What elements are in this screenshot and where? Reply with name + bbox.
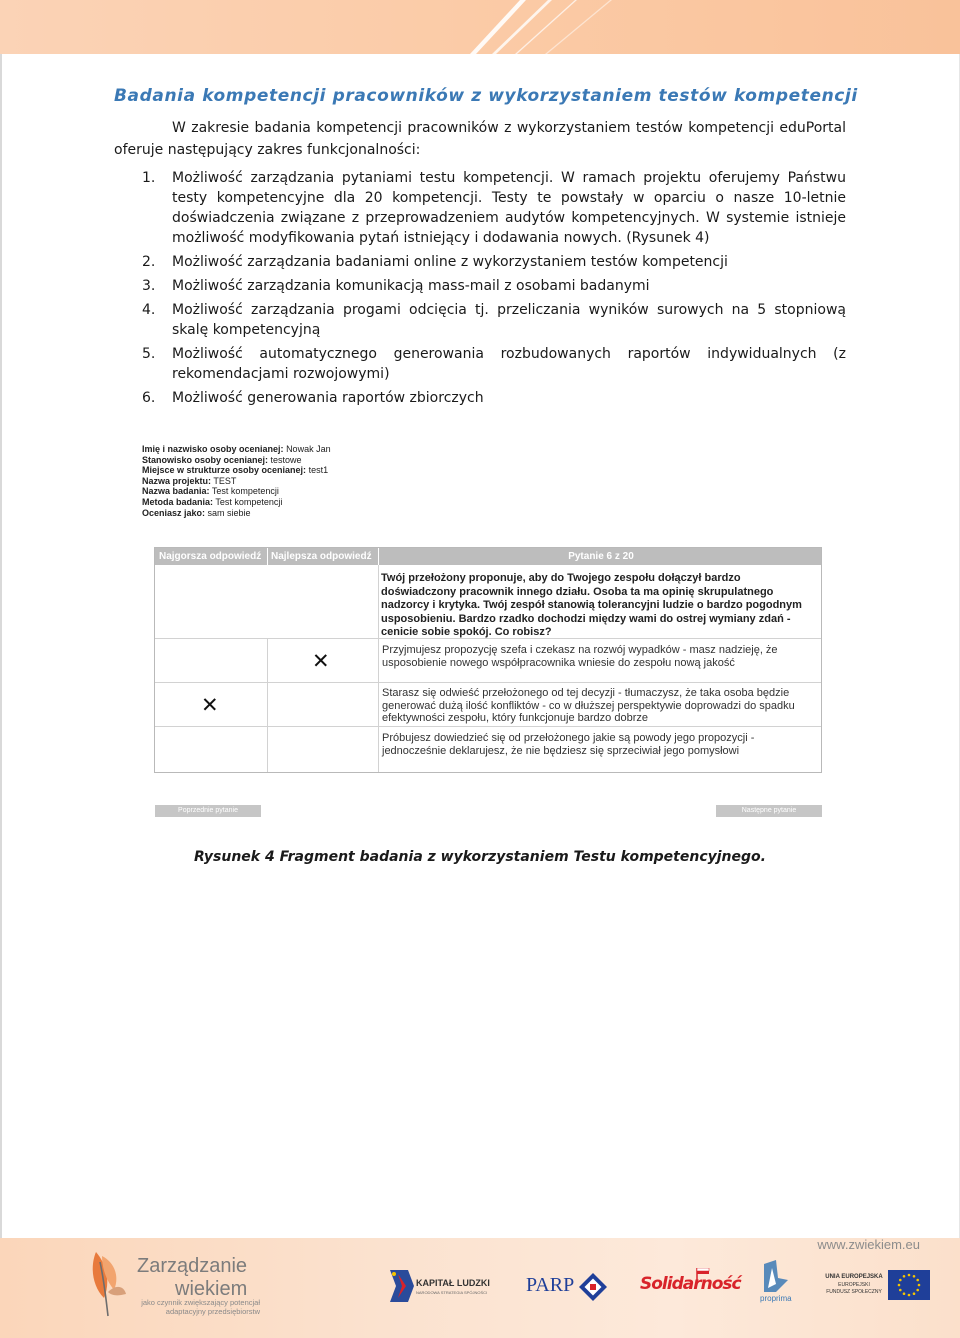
answer-3-text: Próbujesz dowiedzieć się od przełożonego jakie są powody jego propozycji - jednocześnie deklarujesz, że nie będziesz się sprzeciwiał jego pomysłowi [382, 732, 755, 757]
solidarnosc-label: Solidarność [640, 1274, 741, 1294]
list-number: 6. [142, 390, 156, 406]
solidarnosc-logo [640, 1270, 741, 1302]
kapital-ludzki-logo [388, 1266, 498, 1306]
eu-label-line-1: UNIA EUROPEJSKA [825, 1274, 883, 1280]
quiz-header [155, 548, 821, 565]
header-divider [267, 548, 268, 565]
feature-list [138, 168, 846, 412]
answer-1-worst-cell[interactable] [155, 639, 267, 682]
meta-row [142, 455, 331, 466]
meta-row [142, 444, 331, 455]
meta-value: TEST [213, 475, 237, 486]
meta-value: Test kompetencji [211, 486, 279, 497]
list-number: 3. [142, 278, 156, 294]
meta-row [142, 508, 331, 519]
brand-tagline: jako czynnik zwiększający potencjał adaptacyjny przedsiębiorstw [141, 1298, 260, 1316]
header-band [0, 0, 960, 54]
parp-diamond-icon [578, 1272, 608, 1302]
proprima-icon [758, 1258, 794, 1294]
list-text: Możliwość zarządzania komunikacją mass-mail z osobami badanymi [172, 278, 650, 294]
eu-label-line-2: EUROPEJSKI [838, 1282, 870, 1288]
question-text: Twój przełożony proponuje, aby do Twojego zespołu dołączył bardzo doświadczony pracownik innego działu. Osoba ta ma opinię skrupulatnego nadzorcy i krytyka. Twój zespół stanowią tolerancyjni ludzie o bardzo pogodnym usposobieniu. Bardzo rzadko dochodzi między wami do ostrej wymiany zdań - cenicie sobie spokój. Co robisz? [381, 572, 802, 638]
meta-value: testowe [270, 454, 302, 465]
list-number: 2. [142, 254, 156, 270]
meta-label: Stanowisko osoby ocenianej: [142, 454, 269, 465]
intro-paragraph: W zakresie badania kompetencji pracowników z wykorzystaniem testów kompetencji eduPortal oferuje następujący zakres funkcjonalności: [114, 120, 846, 158]
list-text: Możliwość zarządzania pytaniami testu kompetencji. W ramach projektu oferujemy Państwu testy kompetencyjne dla 20 kompetencji. Testy te powstały w oparciu o nasze 10-letnie doświadczenia związane z przeprowadzeniem audytów kompetencyjnych. W systemie istnieje możliwość modyfikowania pytań istniejący i dodawania nowych. (Rysunek 4) [172, 170, 846, 246]
proprima-label: proprima [760, 1294, 792, 1303]
parp-label: PARP [526, 1274, 575, 1296]
meta-value: Test kompetencji [215, 496, 283, 507]
figure-caption: Rysunek 4 Fragment badania z wykorzystaniem Testu kompetencyjnego. [194, 849, 766, 865]
quiz-table [154, 547, 822, 773]
kapital-ludzki-subtitle: NARODOWA STRATEGIA SPÓJNOŚCI [416, 1290, 488, 1295]
meta-label: Miejsce w strukturze osoby ocenianej: [142, 465, 307, 476]
eu-label-line-3: FUNDUSZ SPOŁECZNY [826, 1289, 882, 1295]
answer-2-worst-cell[interactable] [155, 683, 267, 726]
meta-value: test1 [308, 465, 329, 476]
answer-3-best-cell[interactable] [268, 727, 378, 772]
meta-row [142, 465, 331, 476]
list-item [138, 252, 846, 272]
next-question-button[interactable]: Następne pytanie [716, 805, 822, 817]
eu-flag-icon [888, 1270, 930, 1300]
proprima-logo [758, 1258, 794, 1308]
list-text: Możliwość zarządzania progami odcięcia tj. przeliczania wyników surowych na 5 stopniową skalę kompetencyjną [172, 302, 846, 338]
list-item [138, 388, 846, 408]
meta-row [142, 476, 331, 487]
meta-label: Metoda badania: [142, 496, 214, 507]
list-number: 4. [142, 302, 156, 318]
flag-icon [696, 1268, 710, 1280]
page-border-left [0, 54, 2, 1240]
previous-question-button[interactable]: Poprzednie pytanie [155, 805, 261, 817]
list-number: 1. [142, 170, 156, 186]
brand-line-2: wiekiem [175, 1278, 248, 1300]
list-item [138, 168, 846, 248]
eu-fund-logo [822, 1270, 934, 1302]
grid-line [378, 565, 379, 772]
question-counter: Pytanie 6 z 20 [568, 551, 634, 562]
worst-answer-header: Najgorsza odpowiedź [159, 551, 262, 562]
list-item [138, 300, 846, 340]
answer-3-worst-cell[interactable] [155, 727, 267, 772]
respondent-info [142, 444, 331, 518]
brand-name [137, 1255, 247, 1301]
meta-row [142, 497, 331, 508]
meta-label: Imię i nazwisko osoby ocenianej: [142, 444, 284, 454]
answer-2-best-cell[interactable] [268, 683, 378, 726]
list-number: 5. [142, 346, 156, 362]
list-item [138, 344, 846, 384]
meta-label: Nazwa projektu: [142, 475, 212, 486]
website-url[interactable]: www.zwiekiem.eu [817, 1237, 920, 1252]
answer-1-best-cell[interactable] [268, 639, 378, 682]
kapital-ludzki-title: KAPITAŁ LUDZKI [416, 1278, 490, 1288]
meta-value: Nowak Jan [286, 444, 331, 454]
header-divider [378, 548, 379, 565]
list-item [138, 276, 846, 296]
selected-x-icon: ✕ [312, 649, 330, 673]
parp-logo [526, 1272, 610, 1302]
meta-value: sam siebie [207, 507, 251, 518]
kapital-ludzki-icon [388, 1266, 418, 1306]
best-answer-header: Najlepsza odpowiedź [271, 551, 372, 562]
meta-label: Oceniasz jako: [142, 507, 206, 518]
list-text: Możliwość zarządzania badaniami online z wykorzystaniem testów kompetencji [172, 254, 728, 270]
list-text: Możliwość generowania raportów zbiorczych [172, 390, 484, 406]
brand-line-1: Zarządzanie [137, 1255, 248, 1277]
decorative-stripes [0, 0, 960, 54]
meta-row [142, 486, 331, 497]
answer-2-text: Starasz się odwieść przełożonego od tej decyzji - tłumaczysz, że taka osoba będzie generować dużą ilość konfliktów - co w dłuższej perspektywie doprowadzi do spadku efektywności zespołu, który funkcjonuje bardzo dobrze [382, 687, 795, 725]
selected-x-icon: ✕ [201, 693, 219, 717]
answer-1-text: Przyjmujesz propozycję szefa i czekasz na rozwój wypadków - masz nadzieję, że usposobienie nowego współpracownika wniesie do zespołu nową jakość [382, 644, 778, 669]
meta-label: Nazwa badania: [142, 486, 210, 497]
list-text: Możliwość automatycznego generowania rozbudowanych raportów indywidualnych (z rekomendacjami rozwojowymi) [172, 346, 846, 382]
section-title: Badania kompetencji pracowników z wykorzystaniem testów kompetencji [114, 86, 858, 106]
